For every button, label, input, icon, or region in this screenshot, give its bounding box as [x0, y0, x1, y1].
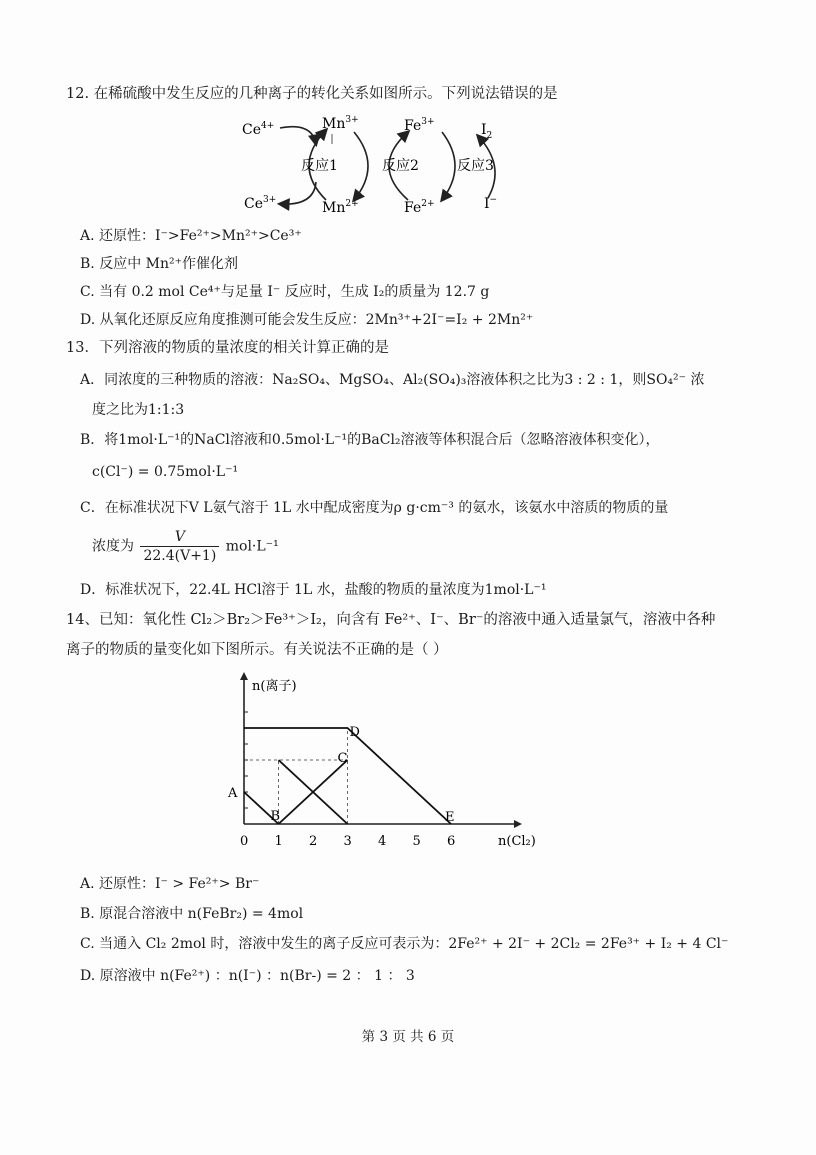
- q13-option-a-line2: 度之比为1:1:3: [92, 402, 185, 418]
- x-tick-label-0: 0: [240, 834, 249, 849]
- q12-option-b: B. 反应中 Mn²⁺作催化剂: [80, 256, 238, 272]
- q13-option-c-line2: [92, 528, 279, 565]
- cycle1-arc-upper: [280, 127, 316, 144]
- x-tick-label-2: 2: [309, 834, 318, 849]
- label-ce4: $Ce^{4+}$: [242, 121, 275, 138]
- q13-option-c-line1: C．在标准状况下V L氨气溶于 1L 水中配成密度为ρ g·cm⁻³ 的氨水，该氨水中溶质的物质的量: [80, 500, 669, 516]
- q12-redox-cycle-diagram: [236, 112, 526, 220]
- label-ce3: $Ce^{3+}$: [244, 195, 277, 212]
- x-tick-label-1: 1: [274, 834, 283, 849]
- q14-option-b: B. 原混合溶液中 n(FeBr₂) = 4mol: [80, 906, 304, 922]
- q12-option-d: D. 从氧化还原反应角度推测可能会发生反应：2Mn³⁺+2I⁻=I₂ + 2Mn²⁺: [80, 312, 534, 328]
- q13-option-a-line1: A．同浓度的三种物质的溶液：Na₂SO₄、MgSO₄、Al₂(SO₄)₃溶液体积之比为3 : 2 : 1，则SO₄²⁻ 浓: [80, 372, 705, 388]
- label-reaction1: 反应1: [301, 158, 338, 174]
- page-footer: 第 3 页 共 6 页: [361, 1029, 455, 1045]
- q14-option-d: D. 原溶液中 n(Fe²⁺) ：n(I⁻) ：n(Br-) = 2 ： 1 ： 3: [80, 968, 415, 984]
- q12-stem: 12. 在稀硫酸中发生反应的几种离子的转化关系如图所示。下列说法错误的是: [66, 86, 558, 102]
- q13-option-b-line2: c(Cl⁻) = 0.75mol·L⁻¹: [92, 464, 239, 480]
- fraction-denominator: 22.4(V+1): [143, 548, 217, 564]
- q14-option-a: A. 还原性：I⁻ > Fe²⁺> Br⁻: [80, 876, 260, 892]
- y-axis-label: n(离子): [252, 679, 297, 694]
- label-mn3: $Mn^{3+}$: [322, 115, 359, 132]
- cycle2-arc-left: [354, 132, 368, 200]
- point-label-C: C: [337, 751, 348, 766]
- x-tick-label-4: 4: [378, 834, 387, 849]
- q14-stem-line1: 14、已知：氧化性 Cl₂＞Br₂＞Fe³⁺＞I₂，向含有 Fe²⁺、I⁻、Br⁻的溶液中通入适量氯气，溶液中各种: [66, 612, 716, 628]
- q12-option-c: C. 当有 0.2 mol Ce⁴⁺与足量 I⁻ 反应时，生成 I₂的质量为 12.7 g: [80, 284, 490, 300]
- point-label-B: B: [270, 809, 281, 824]
- q13-option-b-line1: B．将1mol·L⁻¹的NaCl溶液和0.5mol·L⁻¹的BaCl₂溶液等体积混合后（忽略溶液体积变化），: [80, 432, 660, 448]
- label-fe3: $Fe^{3+}$: [404, 117, 435, 134]
- fraction-numerator: V: [140, 528, 219, 547]
- point-label-A: A: [228, 786, 238, 801]
- cycle1-arc-lower: [280, 182, 316, 204]
- label-fe2: $Fe^{2+}$: [404, 199, 435, 216]
- point-label-D: D: [349, 725, 360, 740]
- label-mn2: $Mn^{2+}$: [322, 199, 359, 216]
- cycle3-arc-left: [442, 132, 455, 200]
- x-tick-label-6: 6: [447, 834, 456, 849]
- x-axis-label: n(Cl₂): [498, 834, 536, 849]
- x-axis-arrow: [514, 820, 522, 828]
- label-reaction2: 反应2: [382, 158, 419, 174]
- label-reaction3: 反应3: [457, 158, 494, 174]
- x-tick-label-5: 5: [412, 834, 421, 849]
- c2-prefix: 浓度为: [92, 538, 134, 555]
- q14-stem-line2: 离子的物质的量变化如下图所示。有关说法不正确的是（ ）: [66, 642, 448, 658]
- label-i2: $I_2$: [481, 122, 493, 141]
- label-iminus: I−: [484, 195, 498, 212]
- x-tick-label-3: 3: [343, 834, 352, 849]
- point-label-E: E: [445, 810, 455, 825]
- concentration-fraction: [140, 528, 219, 565]
- y-axis-arrow: [240, 672, 248, 680]
- q14-option-c: C. 当通入 Cl₂ 2mol 时，溶液中发生的离子反应可表示为：2Fe²⁺ + 2I⁻ + 2Cl₂ = 2Fe³⁺ + I₂ + 4 Cl⁻: [80, 936, 729, 952]
- q14-ion-amount-chart: [222, 668, 542, 864]
- q13-option-d: D．标准状况下，22.4L HCl溶于 1L 水，盐酸的物质的量浓度为1mol·L⁻¹: [80, 582, 547, 598]
- q13-stem: 13．下列溶液的物质的量浓度的相关计算正确的是: [66, 340, 389, 356]
- q12-option-a: A. 还原性：I⁻>Fe²⁺>Mn²⁺>Ce³⁺: [80, 228, 302, 244]
- c2-unit: mol·L⁻¹: [225, 538, 279, 555]
